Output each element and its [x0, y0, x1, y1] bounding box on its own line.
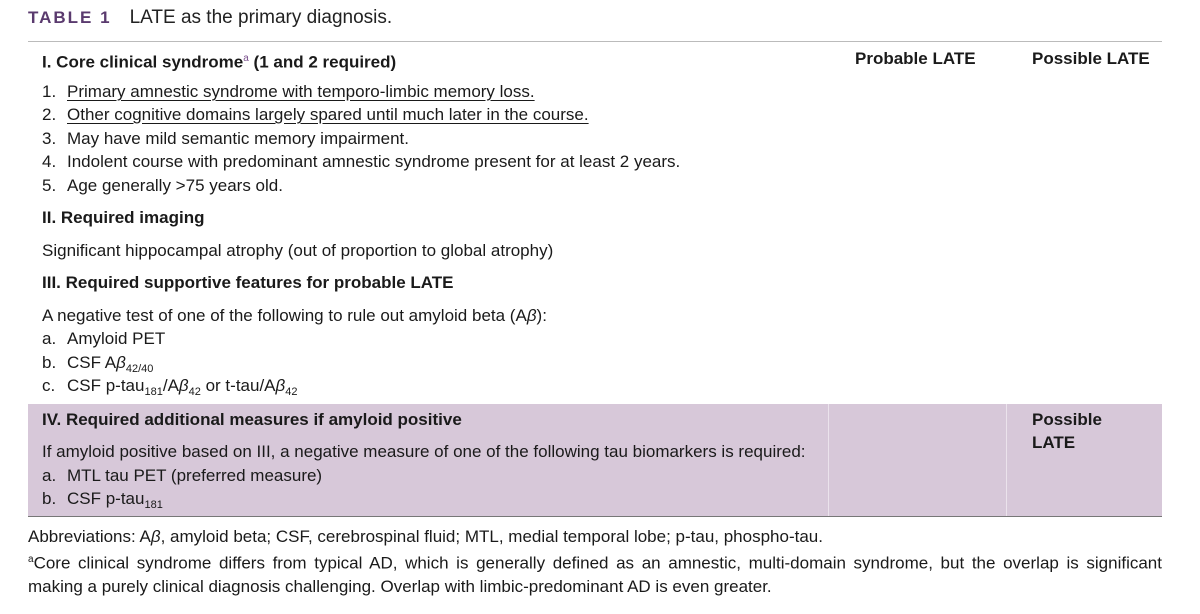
section-1-title: I. Core clinical syndrome$^a$ (1 and 2 required): [42, 52, 397, 72]
list-item-text: Amyloid PET: [67, 329, 166, 348]
list-item: b.: [42, 489, 57, 508]
list-item-text: Primary amnestic syndrome with temporo-limbic memory loss.: [67, 82, 535, 101]
core-syndrome-footnote: $^a$Core clinical syndrome differs from typical AD, which is generally defined as an amnestic, multi-domain syndrome, but the overlap is significant making a purely clinical diagnosis challenging. Overlap with limbic-predominant AD is even greater.: [28, 553, 1162, 596]
table-bottom-rule: [28, 516, 1162, 517]
table-label: TABLE 1: [28, 8, 112, 27]
list-item: a.: [42, 329, 57, 348]
list-item: 1.: [42, 82, 57, 101]
list-item-text: Age generally >75 years old.: [67, 176, 283, 195]
list-item: b.: [42, 353, 57, 372]
column-divider: [1006, 404, 1007, 516]
section-2-text: Significant hippocampal atrophy (out of proportion to global atrophy): [42, 241, 554, 260]
table-title: LATE as the primary diagnosis.: [129, 7, 393, 28]
table-caption: [28, 7, 392, 29]
list-item: c.: [42, 376, 56, 395]
section-4-title: IV. Required additional measures if amyloid positive: [42, 410, 462, 429]
abbreviations-footnote: Abbreviations: Aβ, amyloid beta; CSF, cerebrospinal fluid; MTL, medial temporal lobe; p-tau, phospho-tau.: [28, 527, 823, 546]
section-4-text: If amyloid positive based on III, a negative measure of one of the following tau biomarkers is required:: [42, 442, 806, 461]
list-item-text: CSF p-tau$_{181}$: [67, 489, 163, 511]
list-item: 4.: [42, 152, 57, 171]
section-3-title: III. Required supportive features for probable LATE: [42, 273, 454, 292]
list-item: a.: [42, 466, 57, 485]
column-header-possible: Possible LATE: [1032, 49, 1150, 68]
possible-late-line1: Possible: [1032, 410, 1102, 429]
table-top-rule: [28, 41, 1162, 42]
list-item-text: CSF $p-tau_{181}/A\beta_{42}$ or $t-tau/A\beta_{42}$: [67, 376, 298, 398]
list-item-text: Indolent course with predominant amnestic syndrome present for at least 2 years.: [67, 152, 681, 171]
section-3-intro: A negative test of one of the following to rule out amyloid beta (Aβ):: [42, 306, 547, 325]
list-item-text: CSF $A\beta_{42/40}$: [67, 353, 154, 375]
list-item: 2.: [42, 105, 57, 124]
list-item-text: May have mild semantic memory impairment.: [67, 129, 409, 148]
list-item: 5.: [42, 176, 57, 195]
list-item: 3.: [42, 129, 57, 148]
list-item-text: MTL tau PET (preferred measure): [67, 466, 323, 485]
section-2-title: II. Required imaging: [42, 208, 205, 227]
column-header-probable: Probable LATE: [855, 49, 976, 68]
column-divider: [828, 404, 829, 516]
list-item-text: Other cognitive domains largely spared until much later in the course.: [67, 105, 589, 124]
possible-late-line2: LATE: [1032, 433, 1076, 452]
